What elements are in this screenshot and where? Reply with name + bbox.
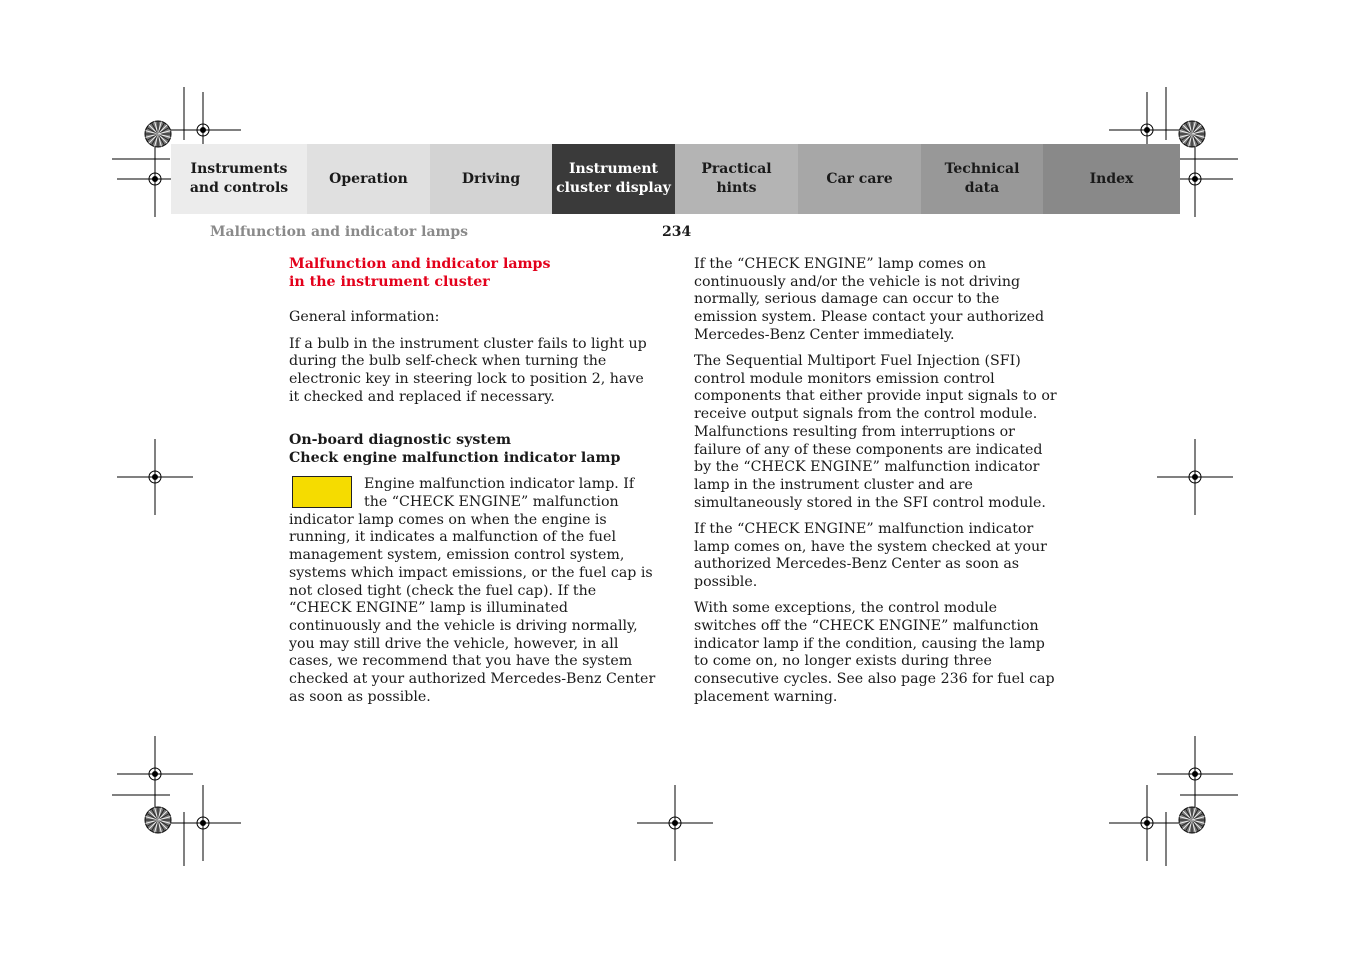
obd-subtitle-line-1: On-board diagnostic system (289, 432, 511, 449)
nav-tab-2[interactable] (430, 144, 552, 214)
nav-tab-4[interactable] (675, 144, 798, 214)
nav-tab-label: Technical data (944, 161, 1020, 196)
nav-tab-6[interactable] (921, 144, 1043, 214)
lamp-description: Engine malfunction indicator lamp. If the “CHECK ENGINE” malfunction indicator lamp comes on when the engine is running, it indicates a malfunction of the fuel management system, emission control system, systems which impact emissions, or the fuel cap is not closed tight (check the fuel cap). If the “CHECK ENGINE” lamp is illuminated continuously and the vehicle is driving normally, you may still drive the vehicle, however, in all cases, we recommend that you have the system checked at your authorized Mercedes-Benz Center as soon as possible. (289, 476, 656, 705)
nav-tab-label: Driving (461, 170, 521, 187)
page-number: 234 (662, 224, 692, 240)
nav-tab-0[interactable] (171, 144, 307, 214)
nav-tab-7[interactable] (1043, 144, 1180, 214)
bulb-check-paragraph: If a bulb in the instrument cluster fails to light up during the bulb self-check when turning the electronic key in steering lock to position 2, have it checked and replaced if necessary. (289, 335, 647, 405)
nav-tab-label: Index (1089, 170, 1134, 187)
right-paragraph-2: The Sequential Multiport Fuel Injection (SFI) control module monitors emission control components that either provide input signals to or receive output signals from the control module. Malfunctions resulting from interruptions or failure of any of these components are indicated by the “CHECK ENGINE” malfunction indicator lamp in the instrument cluster and are simultaneously stored in the SFI control module. (694, 353, 1057, 511)
nav-tab-5[interactable] (798, 144, 921, 214)
lamp-paragraph (289, 476, 657, 706)
left-column (289, 256, 657, 715)
nav-tab-1[interactable] (307, 144, 430, 214)
nav-tab-label: Practical hints (701, 161, 772, 196)
nav-tab-label: Instrument cluster display (556, 161, 671, 196)
section-title-line-2: in the instrument cluster (289, 273, 490, 290)
right-paragraph-4: With some exceptions, the control module switches off the “CHECK ENGINE” malfunction indicator lamp if the condition, causing the lamp to come on, no longer exists during three consecutive cycles. See also page 236 for fuel cap placement warning. (694, 600, 1055, 705)
right-paragraph-3: If the “CHECK ENGINE” malfunction indicator lamp comes on, have the system checked at your authorized Mercedes-Benz Center as soon as possible. (694, 520, 1047, 590)
section-title (289, 256, 657, 291)
obd-subtitle-line-2: Check engine malfunction indicator lamp (289, 450, 621, 467)
nav-tab-3[interactable] (552, 144, 675, 214)
nav-tab-label: Instruments and controls (189, 161, 289, 196)
general-info-label: General information: (289, 309, 440, 326)
right-column (694, 256, 1062, 715)
right-paragraph-1: If the “CHECK ENGINE” lamp comes on continuously and/or the vehicle is not driving normally, serious damage can occur to the emission system. Please contact your authorized Mercedes-Benz Center immediately. (694, 256, 1045, 343)
nav-tab-label: Operation (329, 170, 408, 187)
check-engine-lamp-icon (292, 476, 352, 508)
nav-tab-label: Car care (826, 170, 893, 187)
section-label: Malfunction and indicator lamps (210, 224, 469, 240)
obd-subtitle (289, 432, 657, 467)
section-title-line-1: Malfunction and indicator lamps (289, 256, 551, 272)
